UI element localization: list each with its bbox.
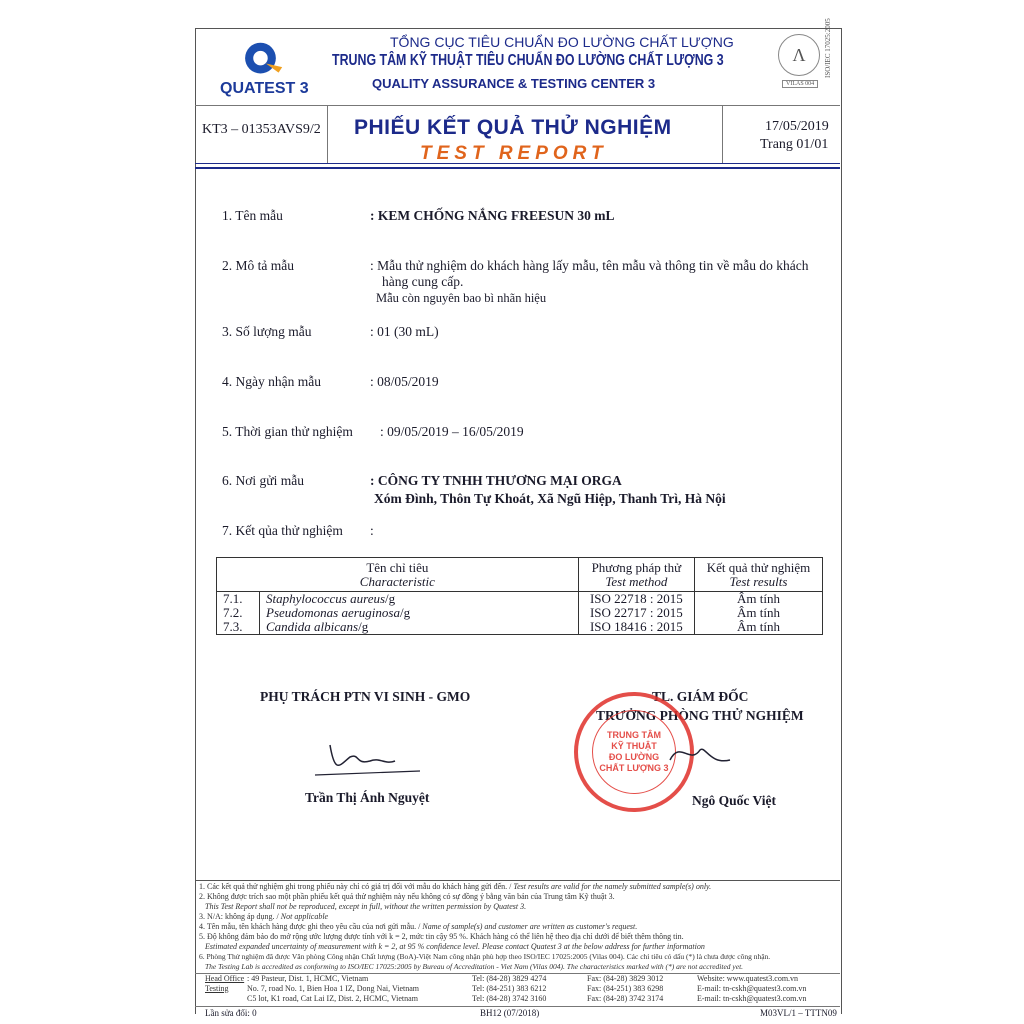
report-date: 17/05/2019 bbox=[765, 119, 829, 134]
field-value: : 08/05/2019 bbox=[370, 374, 439, 389]
unit: /g bbox=[385, 591, 396, 606]
logo-text: QUATEST 3 bbox=[220, 80, 309, 97]
left-signer-name: Trần Thị Ánh Nguyệt bbox=[305, 790, 430, 805]
contact-row: Testing No. 7, road No. 1, Bien Hoa 1 IZ, Dong Nai, Vietnam Tel: (84-251) 383 6212 Fax: (84-251) 383 6298 E-mail: tn-cskh@quatest3.com.vn bbox=[205, 984, 807, 993]
right-signer-subtitle: TRƯỞNG PHÒNG THỬ NGHIỆM bbox=[596, 708, 804, 723]
note: 5. Độ không đảm bảo đo mở rộng ước lượng được tính với k = 2, mức tin cậy 95 %. Khách hàng có thể liên hệ theo địa chỉ dưới để biết thêm thông tin. bbox=[199, 932, 684, 941]
field-label: 7. Kết qủa thử nghiệm bbox=[222, 523, 343, 538]
row-number: 7.1. bbox=[217, 592, 260, 607]
header-cell-en: Test method bbox=[605, 573, 668, 589]
field-value: : bbox=[370, 523, 374, 538]
form-code: BH12 (07/2018) bbox=[480, 1008, 540, 1018]
table-row bbox=[217, 606, 823, 620]
field-label: 1. Tên mẫu bbox=[222, 208, 283, 223]
right-signature-icon bbox=[660, 735, 740, 775]
page-frame bbox=[195, 28, 842, 1014]
note: 6. Phòng Thử nghiệm đã được Văn phòng Công nhận Chất lượng (BoA)-Việt Nam công nhận phù hợp theo ISO/IEC 17025:2005 (Vilas 004). Các chỉ tiêu có dấu (*) là chưa được công nhận. bbox=[199, 952, 771, 961]
test-result: Âm tính bbox=[695, 620, 823, 635]
table-row bbox=[217, 592, 823, 607]
field-value: Xóm Đình, Thôn Tự Khoát, Xã Ngũ Hiệp, Thanh Trì, Hà Nội bbox=[374, 491, 726, 506]
test-method: ISO 22717 : 2015 bbox=[578, 606, 694, 620]
test-method: ISO 22718 : 2015 bbox=[578, 592, 694, 607]
table-row bbox=[217, 620, 823, 635]
field-label: 5. Thời gian thử nghiệm bbox=[222, 424, 353, 439]
note: 1. Các kết quả thử nghiệm ghi trong phiếu này chỉ có giá trị đối với mẫu do khách hàng gửi đến. / Test results are valid for the namely submitted sample(s) only. bbox=[199, 882, 712, 891]
divider bbox=[195, 1006, 840, 1007]
contact-row: C5 lot, K1 road, Cat Lai IZ, Dist. 2, HCMC, Vietnam Tel: (84-28) 3742 3160 Fax: (84-28) 3742 3174 E-mail: tn-cskh@quatest3.com.vn bbox=[247, 994, 807, 1003]
test-result: Âm tính bbox=[695, 606, 823, 620]
header-cell-en: Characteristic bbox=[359, 573, 435, 589]
header-double-rule bbox=[195, 163, 840, 169]
page-number: Trang 01/01 bbox=[760, 137, 829, 152]
test-method: ISO 18416 : 2015 bbox=[578, 620, 694, 635]
note-en: The Testing Lab is accredited as conforming to ISO/IEC 17025:2005 by Bureau of Accreditation - Viet Nam (Vilas 004). The characteristics marked with (*) are not accredited yet. bbox=[205, 962, 744, 971]
field-value: : 01 (30 mL) bbox=[370, 324, 439, 339]
note-en: This Test Report shall not be reproduced, except in full, without the written permission by Quatest 3. bbox=[205, 902, 527, 911]
title-en: TEST REPORT bbox=[420, 143, 608, 164]
field-value: Mẫu còn nguyên bao bì nhãn hiệu bbox=[376, 291, 547, 305]
divider bbox=[195, 880, 840, 881]
org-parent: TỔNG CỤC TIÊU CHUẨN ĐO LƯỜNG CHẤT LƯỢNG bbox=[390, 34, 734, 50]
characteristic: Staphylococcus aureus bbox=[266, 591, 386, 606]
divider bbox=[195, 105, 840, 106]
unit: /g bbox=[358, 619, 369, 634]
divider bbox=[327, 105, 328, 163]
org-name: TRUNG TÂM KỸ THUẬT TIÊU CHUẨN ĐO LƯỜNG CHẤT LƯỢNG 3 bbox=[332, 52, 724, 69]
note-en: Estimated expanded uncertainty of measurement with k = 2, at 95 % confidence level. Please contact Quatest 3 at the below address for further information bbox=[205, 942, 705, 951]
report-code: KT3 – 01353AVS9/2 bbox=[202, 122, 321, 137]
email-link[interactable]: E-mail: tn-cskh@quatest3.com.vn bbox=[697, 984, 807, 993]
revision: Lần sửa đổi: 0 bbox=[205, 1008, 257, 1018]
right-signer-name: Ngô Quốc Việt bbox=[692, 793, 776, 808]
website-link[interactable]: Website: www.quatest3.com.vn bbox=[697, 974, 799, 983]
note: 2. Không được trích sao một phần phiếu kết quả thử nghiệm này nếu không có sự đồng ý bằng văn bản của Trung tâm Kỹ thuật 3. bbox=[199, 892, 615, 901]
row-number: 7.3. bbox=[217, 620, 260, 635]
row-number: 7.2. bbox=[217, 606, 260, 620]
unit: /g bbox=[399, 605, 411, 620]
field-label: 3. Số lượng mẫu bbox=[222, 324, 312, 339]
divider bbox=[722, 105, 723, 163]
header-cell: Tên chỉ tiêu bbox=[366, 559, 429, 575]
field-label: 6. Nơi gửi mẫu bbox=[222, 473, 304, 488]
sample-name: : KEM CHỐNG NẮNG FREESUN 30 mL bbox=[370, 208, 615, 223]
characteristic: Pseudomonas aeruginosa bbox=[266, 605, 400, 620]
vilas-label: VILAS 004 bbox=[782, 80, 818, 88]
left-signer-title: PHỤ TRÁCH PTN VI SINH - GMO bbox=[260, 689, 471, 704]
header-cell: Phương pháp thử bbox=[591, 559, 682, 575]
test-result: Âm tính bbox=[695, 592, 823, 607]
header-cell: Kết quả thử nghiệm bbox=[706, 559, 811, 575]
quatest-logo bbox=[240, 40, 290, 83]
document-code: M03VL/1 – TTTN09 bbox=[760, 1008, 837, 1018]
field-value: : 09/05/2019 – 16/05/2019 bbox=[380, 424, 524, 439]
left-signature-icon bbox=[310, 735, 430, 780]
right-signer-title: TL. GIÁM ĐỐC bbox=[652, 689, 749, 704]
field-value: hàng cung cấp. bbox=[382, 274, 464, 289]
accreditation-seal-icon: Λ bbox=[778, 34, 820, 76]
contacts bbox=[205, 974, 840, 1004]
iso-label: ISO/IEC 17025:2005 bbox=[824, 18, 832, 78]
notes bbox=[199, 882, 839, 972]
official-stamp-icon: TRUNG TÂM KỸ THUẬT ĐO LƯỜNG CHẤT LƯỢNG 3 bbox=[574, 692, 694, 812]
table-header-row bbox=[217, 558, 823, 592]
email-link[interactable]: E-mail: tn-cskh@quatest3.com.vn bbox=[697, 994, 807, 1003]
note: 3. N/A: không áp dụng. / Not applicable bbox=[199, 912, 329, 921]
org-name-en: QUALITY ASSURANCE & TESTING CENTER 3 bbox=[372, 76, 656, 91]
results-table bbox=[216, 557, 823, 635]
header-cell-en: Test results bbox=[729, 573, 788, 589]
field-label: 2. Mô tả mẫu bbox=[222, 258, 294, 273]
characteristic: Candida albicans bbox=[266, 619, 359, 634]
field-value: : CÔNG TY TNHH THƯƠNG MẠI ORGA bbox=[370, 473, 622, 488]
note: 4. Tên mẫu, tên khách hàng được ghi theo yêu cầu của nơi gửi mẫu. / Name of sample(s) and customer are written as customer's request. bbox=[199, 922, 638, 931]
field-label: 4. Ngày nhận mẫu bbox=[222, 374, 321, 389]
field-value: : Mẫu thử nghiệm do khách hàng lấy mẫu, tên mẫu và thông tin về mẫu do khách bbox=[370, 258, 809, 273]
contact-row: Head Office : 49 Pasteur, Dist. 1, HCMC, Vietnam Tel: (84-28) 3829 4274 Fax: (84-28) 3829 3012 Website: www.quatest3.com.vn bbox=[205, 974, 799, 983]
title-vi: PHIẾU KẾT QUẢ THỬ NGHIỆM bbox=[354, 116, 672, 139]
